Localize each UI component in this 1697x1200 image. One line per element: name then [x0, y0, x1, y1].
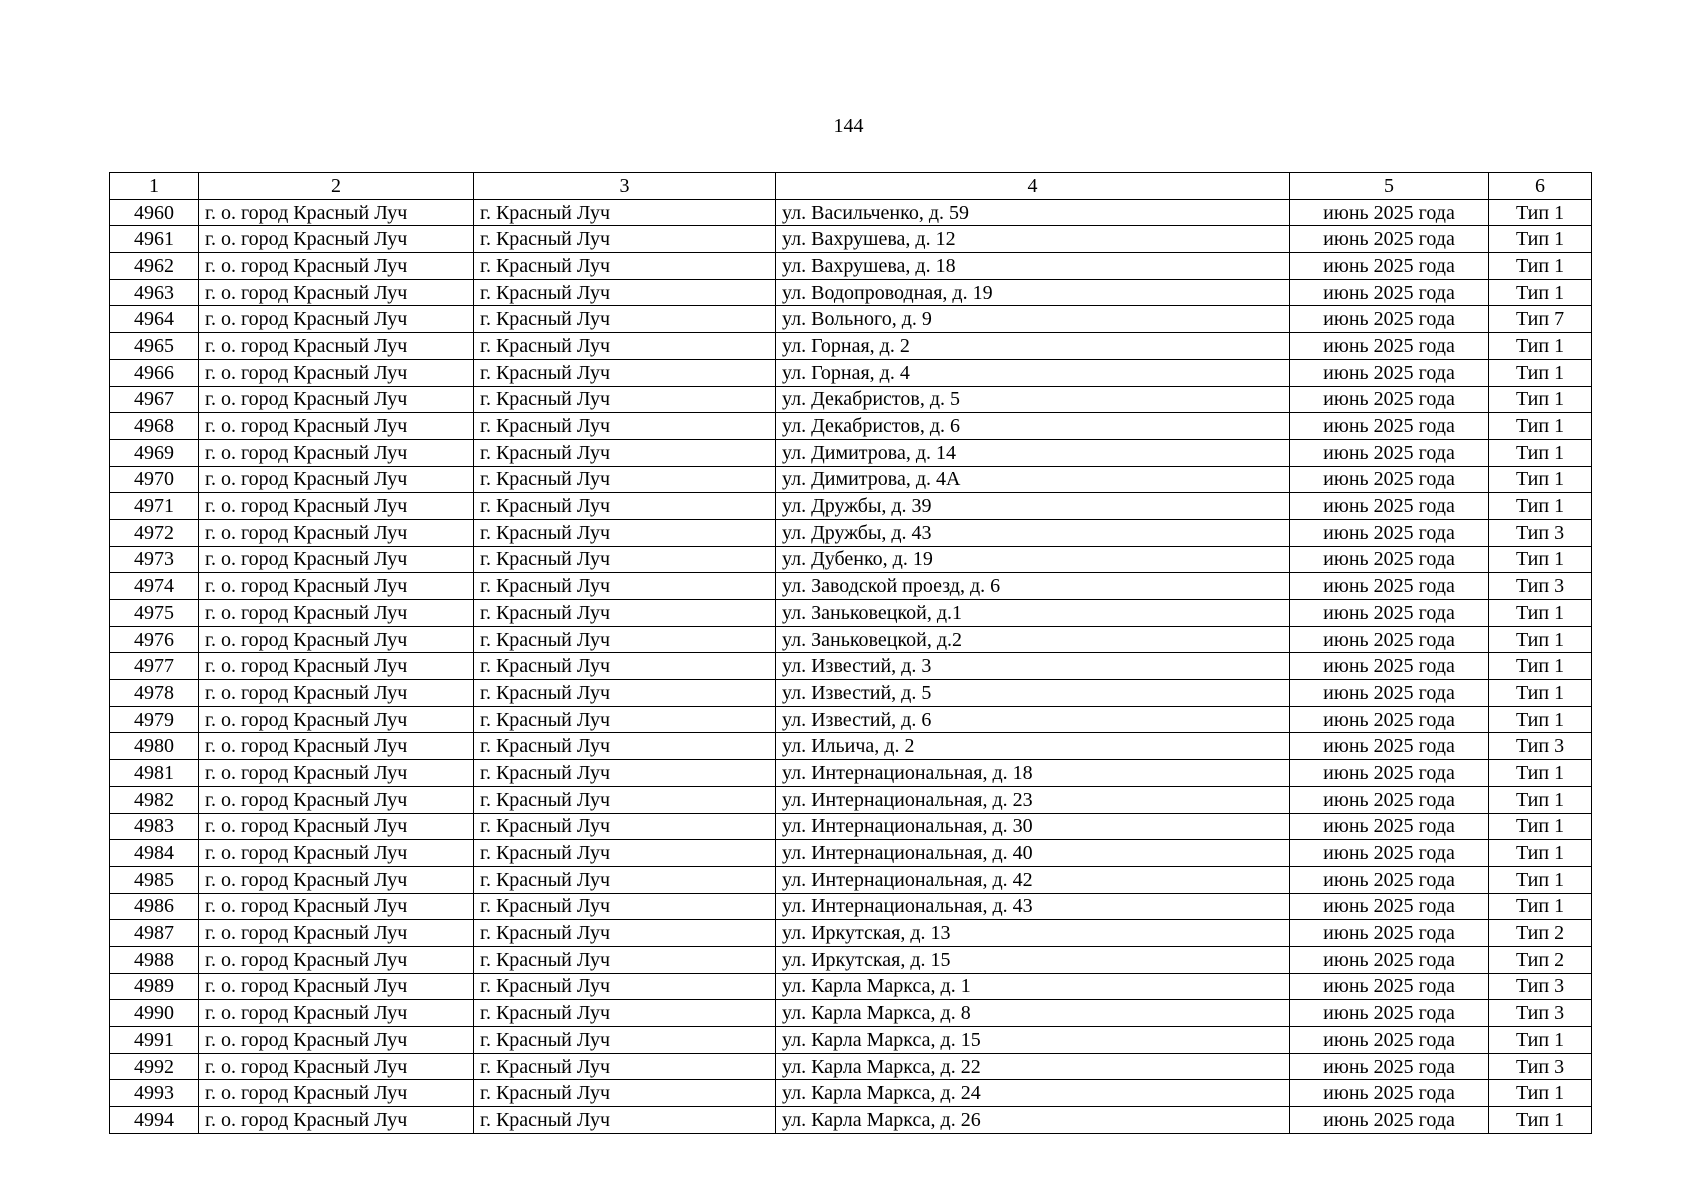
address-cell: ул. Декабристов, д. 6 — [776, 413, 1290, 440]
table-row — [110, 1000, 1592, 1027]
date-cell: июнь 2025 года — [1290, 813, 1489, 840]
city-cell: г. Красный Луч — [474, 600, 776, 627]
row-number-cell: 4965 — [110, 333, 199, 360]
row-number-cell: 4982 — [110, 786, 199, 813]
date-cell: июнь 2025 года — [1290, 893, 1489, 920]
date-cell: июнь 2025 года — [1290, 226, 1489, 253]
city-cell: г. Красный Луч — [474, 706, 776, 733]
address-cell: ул. Заньковецкой, д.1 — [776, 600, 1290, 627]
city-cell: г. Красный Луч — [474, 866, 776, 893]
date-cell: июнь 2025 года — [1290, 253, 1489, 280]
date-cell: июнь 2025 года — [1290, 920, 1489, 947]
table-body — [110, 199, 1592, 1133]
date-cell: июнь 2025 года — [1290, 546, 1489, 573]
type-cell: Тип 3 — [1489, 973, 1592, 1000]
type-cell: Тип 1 — [1489, 333, 1592, 360]
city-cell: г. Красный Луч — [474, 493, 776, 520]
address-cell: ул. Ильича, д. 2 — [776, 733, 1290, 760]
city-cell: г. Красный Луч — [474, 786, 776, 813]
date-cell: июнь 2025 года — [1290, 1027, 1489, 1054]
type-cell: Тип 2 — [1489, 946, 1592, 973]
row-number-cell: 4980 — [110, 733, 199, 760]
row-number-cell: 4969 — [110, 439, 199, 466]
type-cell: Тип 1 — [1489, 840, 1592, 867]
city-cell: г. Красный Луч — [474, 840, 776, 867]
table-row — [110, 519, 1592, 546]
type-cell: Тип 1 — [1489, 1080, 1592, 1107]
address-cell: ул. Интернациональная, д. 42 — [776, 866, 1290, 893]
district-cell: г. о. город Красный Луч — [199, 893, 474, 920]
date-cell: июнь 2025 года — [1290, 600, 1489, 627]
address-cell: ул. Интернациональная, д. 23 — [776, 786, 1290, 813]
district-cell: г. о. город Красный Луч — [199, 786, 474, 813]
district-cell: г. о. город Красный Луч — [199, 600, 474, 627]
type-cell: Тип 1 — [1489, 439, 1592, 466]
address-cell: ул. Вахрушева, д. 18 — [776, 253, 1290, 280]
city-cell: г. Красный Луч — [474, 893, 776, 920]
date-cell: июнь 2025 года — [1290, 279, 1489, 306]
date-cell: июнь 2025 года — [1290, 1107, 1489, 1134]
district-cell: г. о. город Красный Луч — [199, 1027, 474, 1054]
type-cell: Тип 1 — [1489, 253, 1592, 280]
type-cell: Тип 1 — [1489, 226, 1592, 253]
row-number-cell: 4990 — [110, 1000, 199, 1027]
type-cell: Тип 1 — [1489, 786, 1592, 813]
table-row — [110, 1027, 1592, 1054]
type-cell: Тип 1 — [1489, 546, 1592, 573]
district-cell: г. о. город Красный Луч — [199, 573, 474, 600]
district-cell: г. о. город Красный Луч — [199, 199, 474, 226]
address-cell: ул. Карла Маркса, д. 15 — [776, 1027, 1290, 1054]
address-cell: ул. Интернациональная, д. 43 — [776, 893, 1290, 920]
district-cell: г. о. город Красный Луч — [199, 306, 474, 333]
district-cell: г. о. город Красный Луч — [199, 866, 474, 893]
table-row — [110, 359, 1592, 386]
city-cell: г. Красный Луч — [474, 813, 776, 840]
type-cell: Тип 2 — [1489, 920, 1592, 947]
address-cell: ул. Интернациональная, д. 18 — [776, 760, 1290, 787]
address-cell: ул. Интернациональная, д. 30 — [776, 813, 1290, 840]
type-cell: Тип 3 — [1489, 1000, 1592, 1027]
table-row — [110, 706, 1592, 733]
row-number-cell: 4972 — [110, 519, 199, 546]
type-cell: Тип 1 — [1489, 199, 1592, 226]
city-cell: г. Красный Луч — [474, 1107, 776, 1134]
register-table — [109, 172, 1592, 1134]
district-cell: г. о. город Красный Луч — [199, 1000, 474, 1027]
header-row — [110, 173, 1592, 200]
date-cell: июнь 2025 года — [1290, 786, 1489, 813]
type-cell: Тип 1 — [1489, 893, 1592, 920]
type-cell: Тип 1 — [1489, 1027, 1592, 1054]
column-header: 1 — [110, 173, 199, 200]
date-cell: июнь 2025 года — [1290, 1080, 1489, 1107]
date-cell: июнь 2025 года — [1290, 706, 1489, 733]
address-cell: ул. Димитрова, д. 4А — [776, 466, 1290, 493]
date-cell: июнь 2025 года — [1290, 466, 1489, 493]
address-cell: ул. Водопроводная, д. 19 — [776, 279, 1290, 306]
district-cell: г. о. город Красный Луч — [199, 1107, 474, 1134]
type-cell: Тип 1 — [1489, 680, 1592, 707]
address-cell: ул. Дубенко, д. 19 — [776, 546, 1290, 573]
type-cell: Тип 1 — [1489, 359, 1592, 386]
table-row — [110, 866, 1592, 893]
address-cell: ул. Дружбы, д. 43 — [776, 519, 1290, 546]
date-cell: июнь 2025 года — [1290, 573, 1489, 600]
city-cell: г. Красный Луч — [474, 653, 776, 680]
column-header: 6 — [1489, 173, 1592, 200]
city-cell: г. Красный Луч — [474, 386, 776, 413]
city-cell: г. Красный Луч — [474, 920, 776, 947]
type-cell: Тип 3 — [1489, 733, 1592, 760]
address-cell: ул. Карла Маркса, д. 1 — [776, 973, 1290, 1000]
table-row — [110, 546, 1592, 573]
district-cell: г. о. город Красный Луч — [199, 226, 474, 253]
city-cell: г. Красный Луч — [474, 226, 776, 253]
address-cell: ул. Дружбы, д. 39 — [776, 493, 1290, 520]
table-row — [110, 653, 1592, 680]
row-number-cell: 4977 — [110, 653, 199, 680]
row-number-cell: 4984 — [110, 840, 199, 867]
type-cell: Тип 1 — [1489, 760, 1592, 787]
table-row — [110, 893, 1592, 920]
city-cell: г. Красный Луч — [474, 519, 776, 546]
table-row — [110, 840, 1592, 867]
row-number-cell: 4986 — [110, 893, 199, 920]
district-cell: г. о. город Красный Луч — [199, 920, 474, 947]
district-cell: г. о. город Красный Луч — [199, 706, 474, 733]
date-cell: июнь 2025 года — [1290, 946, 1489, 973]
table-row — [110, 253, 1592, 280]
district-cell: г. о. город Красный Луч — [199, 493, 474, 520]
district-cell: г. о. город Красный Луч — [199, 439, 474, 466]
district-cell: г. о. город Красный Луч — [199, 279, 474, 306]
row-number-cell: 4989 — [110, 973, 199, 1000]
district-cell: г. о. город Красный Луч — [199, 1053, 474, 1080]
row-number-cell: 4964 — [110, 306, 199, 333]
table-row — [110, 973, 1592, 1000]
table-row — [110, 733, 1592, 760]
type-cell: Тип 1 — [1489, 493, 1592, 520]
row-number-cell: 4988 — [110, 946, 199, 973]
table-row — [110, 1053, 1592, 1080]
table-row — [110, 413, 1592, 440]
table-row — [110, 226, 1592, 253]
address-cell: ул. Заньковецкой, д.2 — [776, 626, 1290, 653]
date-cell: июнь 2025 года — [1290, 680, 1489, 707]
district-cell: г. о. город Красный Луч — [199, 760, 474, 787]
district-cell: г. о. город Красный Луч — [199, 253, 474, 280]
column-header: 2 — [199, 173, 474, 200]
type-cell: Тип 1 — [1489, 413, 1592, 440]
table-row — [110, 813, 1592, 840]
date-cell: июнь 2025 года — [1290, 386, 1489, 413]
row-number-cell: 4979 — [110, 706, 199, 733]
address-cell: ул. Васильченко, д. 59 — [776, 199, 1290, 226]
row-number-cell: 4981 — [110, 760, 199, 787]
city-cell: г. Красный Луч — [474, 1027, 776, 1054]
row-number-cell: 4961 — [110, 226, 199, 253]
type-cell: Тип 7 — [1489, 306, 1592, 333]
city-cell: г. Красный Луч — [474, 733, 776, 760]
row-number-cell: 4987 — [110, 920, 199, 947]
district-cell: г. о. город Красный Луч — [199, 946, 474, 973]
address-cell: ул. Декабристов, д. 5 — [776, 386, 1290, 413]
row-number-cell: 4973 — [110, 546, 199, 573]
date-cell: июнь 2025 года — [1290, 1000, 1489, 1027]
district-cell: г. о. город Красный Луч — [199, 840, 474, 867]
row-number-cell: 4991 — [110, 1027, 199, 1054]
column-header: 4 — [776, 173, 1290, 200]
table-row — [110, 680, 1592, 707]
address-cell: ул. Известий, д. 5 — [776, 680, 1290, 707]
type-cell: Тип 3 — [1489, 1053, 1592, 1080]
district-cell: г. о. город Красный Луч — [199, 413, 474, 440]
district-cell: г. о. город Красный Луч — [199, 359, 474, 386]
city-cell: г. Красный Луч — [474, 359, 776, 386]
district-cell: г. о. город Красный Луч — [199, 466, 474, 493]
type-cell: Тип 1 — [1489, 626, 1592, 653]
address-cell: ул. Карла Маркса, д. 26 — [776, 1107, 1290, 1134]
row-number-cell: 4993 — [110, 1080, 199, 1107]
date-cell: июнь 2025 года — [1290, 866, 1489, 893]
date-cell: июнь 2025 года — [1290, 760, 1489, 787]
table-row — [110, 920, 1592, 947]
address-cell: ул. Карла Маркса, д. 8 — [776, 1000, 1290, 1027]
date-cell: июнь 2025 года — [1290, 733, 1489, 760]
date-cell: июнь 2025 года — [1290, 359, 1489, 386]
row-number-cell: 4985 — [110, 866, 199, 893]
type-cell: Тип 1 — [1489, 706, 1592, 733]
address-cell: ул. Карла Маркса, д. 24 — [776, 1080, 1290, 1107]
row-number-cell: 4978 — [110, 680, 199, 707]
type-cell: Тип 1 — [1489, 466, 1592, 493]
row-number-cell: 4963 — [110, 279, 199, 306]
table-row — [110, 600, 1592, 627]
city-cell: г. Красный Луч — [474, 413, 776, 440]
type-cell: Тип 1 — [1489, 279, 1592, 306]
city-cell: г. Красный Луч — [474, 439, 776, 466]
row-number-cell: 4970 — [110, 466, 199, 493]
address-cell: ул. Иркутская, д. 13 — [776, 920, 1290, 947]
address-cell: ул. Горная, д. 2 — [776, 333, 1290, 360]
address-cell: ул. Димитрова, д. 14 — [776, 439, 1290, 466]
date-cell: июнь 2025 года — [1290, 1053, 1489, 1080]
city-cell: г. Красный Луч — [474, 1000, 776, 1027]
table-row — [110, 333, 1592, 360]
district-cell: г. о. город Красный Луч — [199, 973, 474, 1000]
district-cell: г. о. город Красный Луч — [199, 519, 474, 546]
district-cell: г. о. город Красный Луч — [199, 733, 474, 760]
type-cell: Тип 3 — [1489, 573, 1592, 600]
table-row — [110, 786, 1592, 813]
city-cell: г. Красный Луч — [474, 199, 776, 226]
row-number-cell: 4967 — [110, 386, 199, 413]
date-cell: июнь 2025 года — [1290, 626, 1489, 653]
table-row — [110, 946, 1592, 973]
city-cell: г. Красный Луч — [474, 573, 776, 600]
row-number-cell: 4962 — [110, 253, 199, 280]
table-row — [110, 279, 1592, 306]
table-row — [110, 199, 1592, 226]
district-cell: г. о. город Красный Луч — [199, 813, 474, 840]
type-cell: Тип 3 — [1489, 519, 1592, 546]
table-row — [110, 439, 1592, 466]
row-number-cell: 4976 — [110, 626, 199, 653]
date-cell: июнь 2025 года — [1290, 333, 1489, 360]
date-cell: июнь 2025 года — [1290, 306, 1489, 333]
address-cell: ул. Вахрушева, д. 12 — [776, 226, 1290, 253]
type-cell: Тип 1 — [1489, 813, 1592, 840]
row-number-cell: 4960 — [110, 199, 199, 226]
district-cell: г. о. город Красный Луч — [199, 333, 474, 360]
city-cell: г. Красный Луч — [474, 546, 776, 573]
row-number-cell: 4992 — [110, 1053, 199, 1080]
date-cell: июнь 2025 года — [1290, 653, 1489, 680]
address-cell: ул. Известий, д. 3 — [776, 653, 1290, 680]
address-cell: ул. Заводской проезд, д. 6 — [776, 573, 1290, 600]
type-cell: Тип 1 — [1489, 866, 1592, 893]
district-cell: г. о. город Красный Луч — [199, 546, 474, 573]
table-row — [110, 573, 1592, 600]
district-cell: г. о. город Красный Луч — [199, 1080, 474, 1107]
address-cell: ул. Интернациональная, д. 40 — [776, 840, 1290, 867]
district-cell: г. о. город Красный Луч — [199, 653, 474, 680]
row-number-cell: 4966 — [110, 359, 199, 386]
city-cell: г. Красный Луч — [474, 760, 776, 787]
row-number-cell: 4971 — [110, 493, 199, 520]
city-cell: г. Красный Луч — [474, 1053, 776, 1080]
city-cell: г. Красный Луч — [474, 333, 776, 360]
address-cell: ул. Известий, д. 6 — [776, 706, 1290, 733]
row-number-cell: 4974 — [110, 573, 199, 600]
table-row — [110, 626, 1592, 653]
date-cell: июнь 2025 года — [1290, 973, 1489, 1000]
city-cell: г. Красный Луч — [474, 680, 776, 707]
city-cell: г. Красный Луч — [474, 466, 776, 493]
table-row — [110, 466, 1592, 493]
row-number-cell: 4983 — [110, 813, 199, 840]
district-cell: г. о. город Красный Луч — [199, 680, 474, 707]
city-cell: г. Красный Луч — [474, 253, 776, 280]
row-number-cell: 4994 — [110, 1107, 199, 1134]
type-cell: Тип 1 — [1489, 1107, 1592, 1134]
table-row — [110, 760, 1592, 787]
type-cell: Тип 1 — [1489, 653, 1592, 680]
table-row — [110, 1080, 1592, 1107]
table-row — [110, 1107, 1592, 1134]
date-cell: июнь 2025 года — [1290, 519, 1489, 546]
address-cell: ул. Карла Маркса, д. 22 — [776, 1053, 1290, 1080]
city-cell: г. Красный Луч — [474, 973, 776, 1000]
table-row — [110, 306, 1592, 333]
row-number-cell: 4968 — [110, 413, 199, 440]
date-cell: июнь 2025 года — [1290, 439, 1489, 466]
date-cell: июнь 2025 года — [1290, 840, 1489, 867]
city-cell: г. Красный Луч — [474, 1080, 776, 1107]
date-cell: июнь 2025 года — [1290, 199, 1489, 226]
city-cell: г. Красный Луч — [474, 626, 776, 653]
city-cell: г. Красный Луч — [474, 946, 776, 973]
address-cell: ул. Иркутская, д. 15 — [776, 946, 1290, 973]
table-row — [110, 386, 1592, 413]
address-cell: ул. Горная, д. 4 — [776, 359, 1290, 386]
city-cell: г. Красный Луч — [474, 279, 776, 306]
district-cell: г. о. город Красный Луч — [199, 386, 474, 413]
address-cell: ул. Вольного, д. 9 — [776, 306, 1290, 333]
table-row — [110, 493, 1592, 520]
district-cell: г. о. город Красный Луч — [199, 626, 474, 653]
city-cell: г. Красный Луч — [474, 306, 776, 333]
type-cell: Тип 1 — [1489, 600, 1592, 627]
column-header: 3 — [474, 173, 776, 200]
page-number: 144 — [833, 115, 864, 137]
date-cell: июнь 2025 года — [1290, 493, 1489, 520]
row-number-cell: 4975 — [110, 600, 199, 627]
type-cell: Тип 1 — [1489, 386, 1592, 413]
column-header: 5 — [1290, 173, 1489, 200]
date-cell: июнь 2025 года — [1290, 413, 1489, 440]
